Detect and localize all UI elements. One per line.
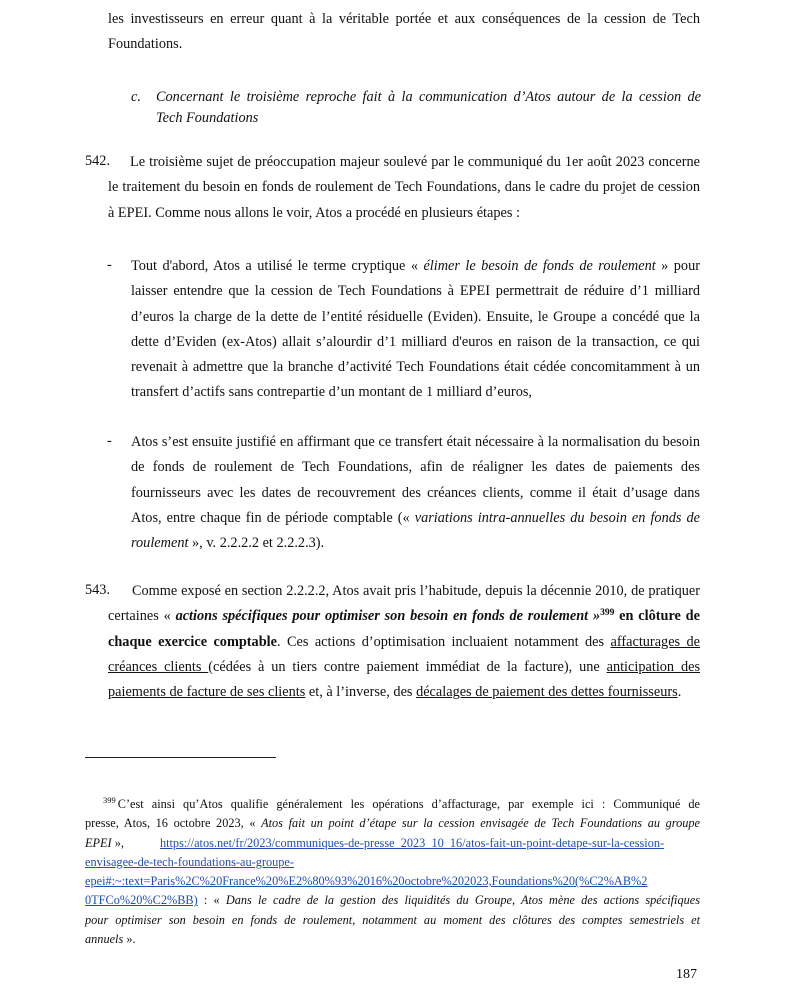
text-run: et, à l’inverse, des xyxy=(305,684,417,701)
text-line: à EPEI. Comme nous allons le voir, Atos a procédé en plusieurs étapes : xyxy=(108,204,520,221)
underlined-text: anticipation des xyxy=(606,658,701,675)
text-line: revenait à admettre que la branche d’activité Tech Foundations était cédée concomitamment à un xyxy=(131,359,700,376)
paragraph-543 xyxy=(108,579,700,705)
italic-title: EPEI xyxy=(85,835,112,850)
source-link[interactable]: epei#:~:text=Paris%2C%20France%20%E2%80%93%2016%20octobre%202023,Foundations%20(%C2%AB%2 xyxy=(85,874,648,889)
text-run: . Ces actions d’optimisation incluaient notamment des xyxy=(276,633,611,650)
bullet-item xyxy=(131,430,700,556)
heading-line: Concernant le troisième reproche fait à la communication d’Atos autour de la cession de xyxy=(156,89,701,105)
bold-italic-quote: actions spécifiques pour optimiser son besoin en fonds de roulement xyxy=(175,608,589,625)
text-line xyxy=(131,254,700,279)
text-run: », xyxy=(111,835,124,850)
text-line: Le troisième sujet de préoccupation majeur soulevé par le communiqué du 1er août 2023 concerne xyxy=(130,154,700,170)
italic-term: élimer le besoin de fonds de roulement xyxy=(423,258,656,274)
quote-close: » xyxy=(588,608,601,625)
bullet-item xyxy=(131,254,700,406)
text-line: fournisseurs avec les dates de recouvrement des créances clients, comme il était d’usage dans xyxy=(131,484,700,501)
text-run: » pour xyxy=(655,258,700,274)
source-link[interactable]: envisagee-de-tech-foundations-au-groupe- xyxy=(85,854,294,869)
text-line: les investisseurs en erreur quant à la véritable portée et aux conséquences de la cession de Tech xyxy=(108,11,700,27)
paragraph-number: 543. xyxy=(85,582,111,598)
text-run: presse, Atos, 16 octobre 2023, « xyxy=(85,816,262,831)
underlined-text: paiements de facture de ses clients xyxy=(108,684,306,701)
heading-line: Tech Foundations xyxy=(156,110,259,126)
italic-quote: annuels xyxy=(85,932,124,947)
text-line: Atos s’est ensuite justifié en affirmant que ce transfert était nécessaire à la normalisation du besoin xyxy=(131,434,700,450)
footnote-separator xyxy=(85,757,276,758)
footnote-line xyxy=(85,911,700,930)
italic-title: Atos fait un point d’étape sur la cession envisagée de Tech Foundations au groupe xyxy=(261,816,700,831)
footnote-line xyxy=(85,795,700,814)
footnote-line xyxy=(85,891,700,910)
text-line: dette d’Eviden (ex-Atos) allait s’alourdir d’1 milliard d'euros en raison de la transaction, ce qui xyxy=(131,333,700,350)
bullet-dash: - xyxy=(107,257,112,273)
text-run: (cédées à un tiers contre paiement immédiat de la facture), une xyxy=(208,658,607,675)
italic-quote: Dans le cadre de la gestion des liquidités du Groupe, Atos mène des actions spécifiques xyxy=(225,893,700,908)
italic-quote: variations intra-annuelles du besoin en fonds de xyxy=(414,509,700,526)
text-line xyxy=(108,630,700,655)
paragraph-542 xyxy=(108,150,700,226)
bullet-dash: - xyxy=(107,433,112,449)
bold-text: en clôture de xyxy=(614,608,700,625)
source-link[interactable]: 0TFCo%20%C2%BB) xyxy=(85,893,198,908)
text-line xyxy=(131,506,700,531)
section-heading-c xyxy=(131,87,701,129)
text-line xyxy=(108,680,700,705)
footnote-ref[interactable]: 399 xyxy=(600,608,615,619)
text-run: : « xyxy=(197,893,226,908)
heading-marker: c. xyxy=(131,89,141,105)
text-run: . xyxy=(677,684,682,701)
footnote-line xyxy=(85,834,700,853)
text-run: C’est ainsi qu’Atos qualifie généralement les opérations d’affacturage, par exemple ici : Communiqué de xyxy=(117,797,700,811)
text-line xyxy=(108,655,700,680)
underlined-text: créances clients xyxy=(108,658,209,675)
footnote-line xyxy=(85,872,700,891)
text-line: d’euros la charge de la dette de l’entité résiduelle (Eviden). Ensuite, le Groupe a concédé que la xyxy=(131,308,700,325)
text-run: certaines « xyxy=(108,608,176,625)
text-run: Atos, entre chaque fin de période comptable (« xyxy=(131,509,415,526)
underlined-text: décalages de paiement des dettes fournisseurs xyxy=(416,684,678,701)
text-line: Foundations. xyxy=(108,36,183,53)
paragraph-number: 542. xyxy=(85,153,111,169)
footnote-number: 399 xyxy=(103,795,116,805)
text-line: transfert d’actifs sans contrepartie d’un montant de 1 milliard d’euros, xyxy=(131,384,532,401)
text-line xyxy=(108,604,700,629)
italic-quote: roulement xyxy=(131,535,189,552)
text-line: laisser entendre que la cession de Tech Foundations à EPEI permettrait de réduire d’1 milliard xyxy=(131,283,700,300)
footnote-line xyxy=(85,814,700,833)
text-line: le traitement du besoin en fonds de roulement de Tech Foundations, dans le cadre du projet de cession xyxy=(108,179,700,196)
underlined-text: affacturages de xyxy=(610,633,701,650)
footnote-line xyxy=(85,930,700,949)
text-line xyxy=(131,531,700,556)
page-number: 187 xyxy=(676,967,697,982)
footnote-399 xyxy=(85,795,700,949)
text-run: », v. 2.2.2.2 et 2.2.2.3). xyxy=(188,535,325,552)
source-link[interactable]: https://atos.net/fr/2023/communiques-de-presse_2023_10_16/atos-fait-un-point-detape-sur-la-cession- xyxy=(159,835,665,850)
text-line: Comme exposé en section 2.2.2.2, Atos avait pris l’habitude, depuis la décennie 2010, de pratiquer xyxy=(132,583,700,599)
bold-text: chaque exercice comptable xyxy=(108,633,277,650)
text-run: ». xyxy=(123,932,136,947)
text-run: Tout d'abord, Atos a utilisé le terme cryptique « xyxy=(131,258,424,274)
footnote-line xyxy=(85,853,700,872)
continuation-paragraph xyxy=(108,7,700,58)
italic-quote: pour optimiser son besoin en fonds de roulement, notamment au moment des clôtures des comptes semestriels et xyxy=(85,912,700,927)
text-line: de fonds de roulement de Tech Foundations, afin de réaligner les dates de paiements des xyxy=(131,459,700,476)
